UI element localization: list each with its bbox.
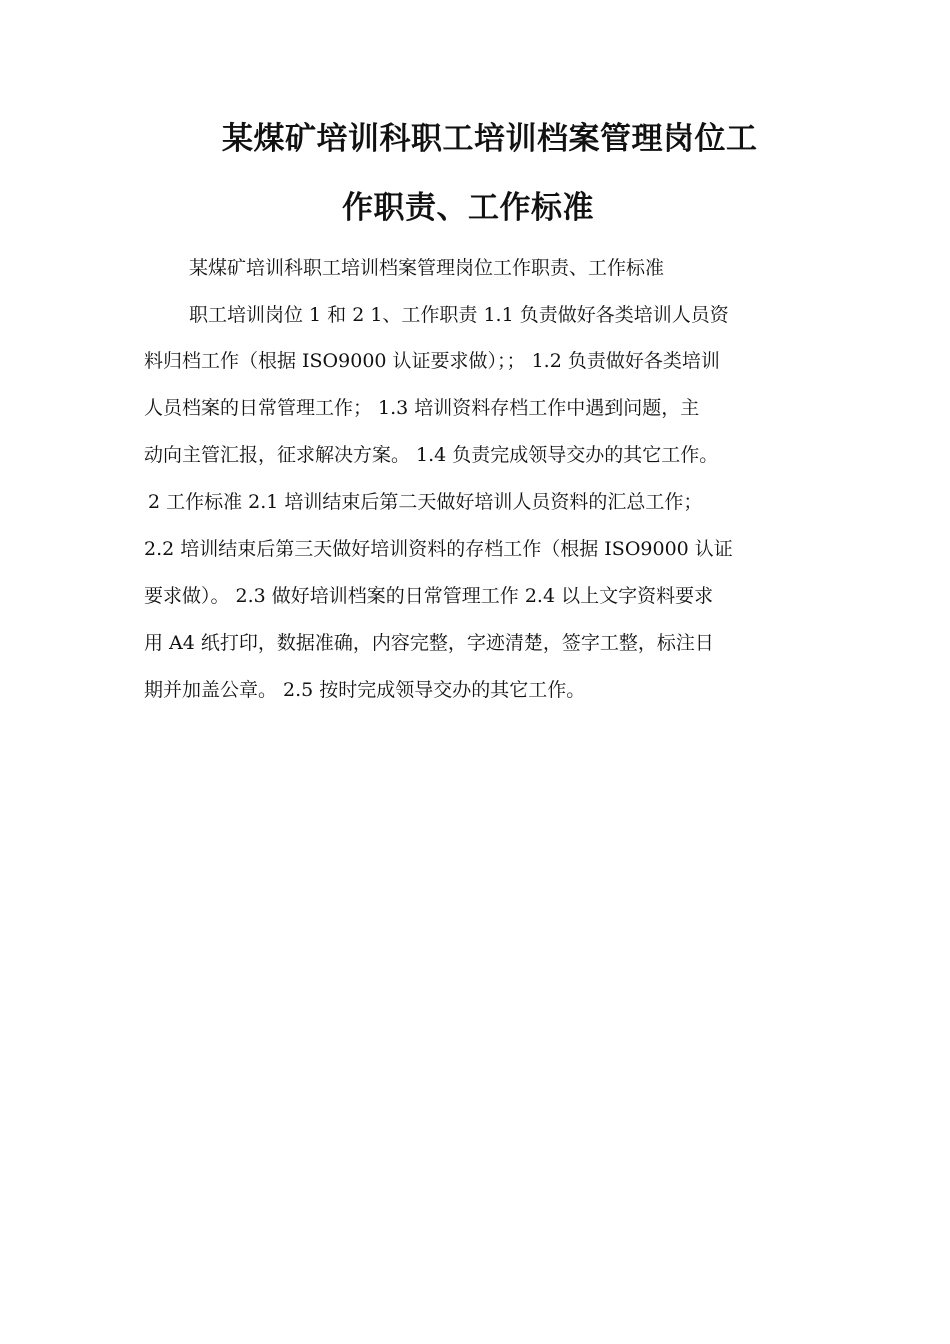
body-text-line: 动向主管汇报，征求解决方案。 1.4 负责完成领导交办的其它工作。 (144, 444, 719, 466)
body-text-line: 用 A4 纸打印，数据准确，内容完整，字迹清楚，签字工整，标注日 (144, 632, 714, 654)
body-text-line: 料归档工作（根据 ISO9000 认证要求做）；； 1.2 负责做好各类培训 (144, 350, 720, 372)
body-text-line: 要求做）。 2.3 做好培训档案的日常管理工作 2.4 以上文字资料要求 (144, 585, 714, 607)
body-text-line: 2 工作标准 2.1 培训结束后第二天做好培训人员资料的汇总工作； (148, 491, 703, 513)
document-title-line-2: 作职责、工作标准 (342, 190, 594, 226)
body-text-line: 某煤矿培训科职工培训档案管理岗位工作职责、工作标准 (189, 257, 665, 279)
body-text-line: 期并加盖公章。 2.5 按时完成领导交办的其它工作。 (144, 679, 586, 701)
body-text-line: 职工培训岗位 1 和 2 1、工作职责 1.1 负责做好各类培训人员资 (189, 304, 729, 326)
body-text-line: 人员档案的日常管理工作； 1.3 培训资料存档工作中遇到问题，主 (144, 397, 700, 419)
document-title-line-1: 某煤矿培训科职工培训档案管理岗位工 (222, 121, 758, 157)
body-text-line: 2.2 培训结束后第三天做好培训资料的存档工作（根据 ISO9000 认证 (144, 538, 733, 560)
